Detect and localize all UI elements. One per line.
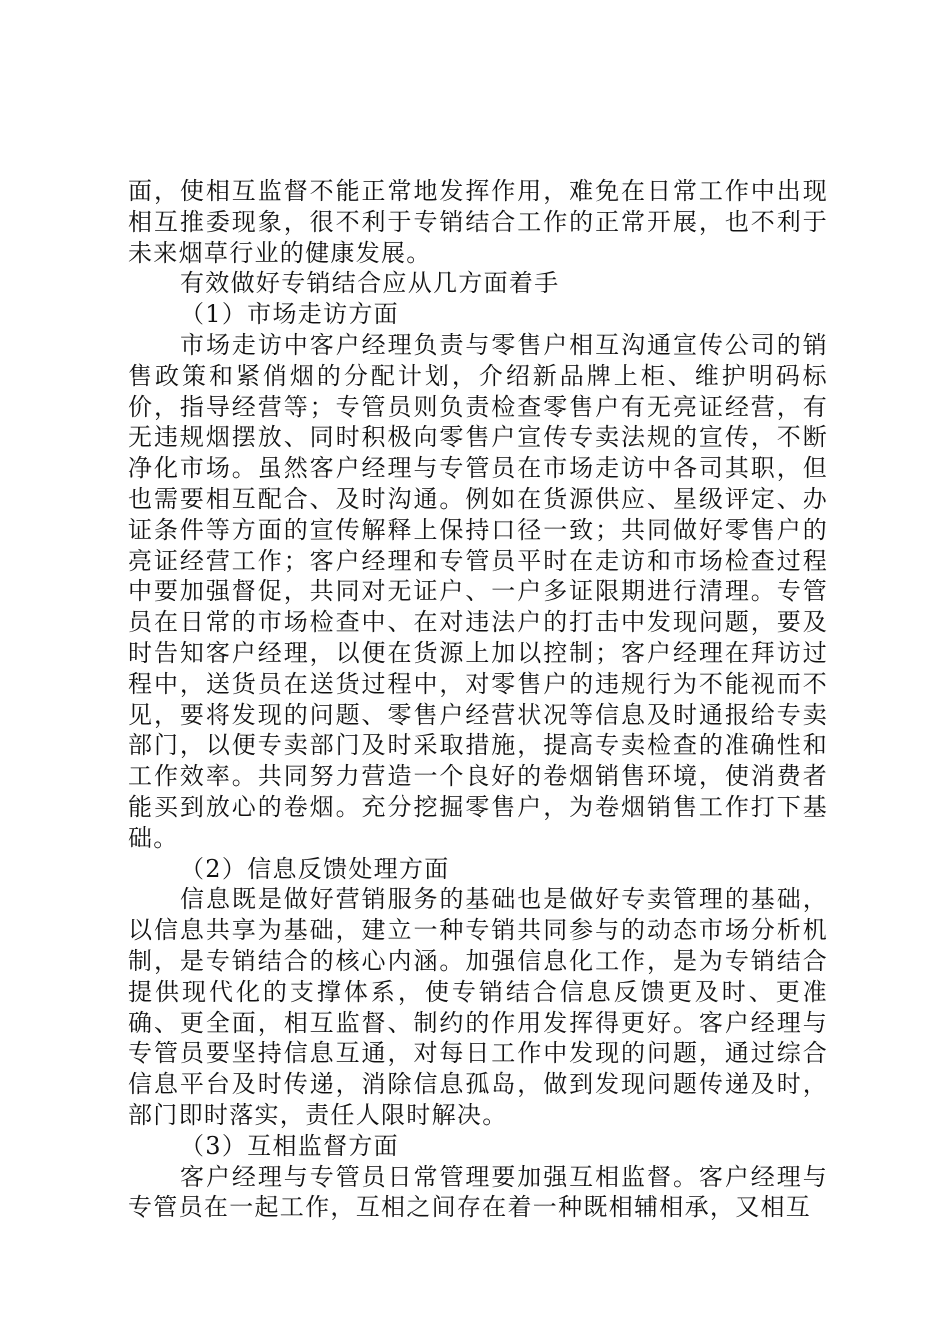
section-heading-main: 有效做好专销结合应从几方面着手: [180, 269, 560, 298]
section-heading-market-visit: （1）市场走访方面: [180, 300, 399, 329]
section-heading-mutual-supervision: （3）互相监督方面: [180, 1131, 399, 1160]
paragraph-info-feedback: 信息既是做好营销服务的基础也是做好专卖管理的基础，以信息共享为基础，建立一种专销共同参与的动态市场分析机制，是专销结合的核心内涵。加强信息化工作，是为专销结合提供现代化的支撑体系，使专销结合信息反馈更及时、更准确、更全面，相互监督、制约的作用发挥得更好。客户经理与专管员要坚持信息互通，对每日工作中发现的问题，通过综合信息平台及时传递，消除信息孤岛，做到发现问题传递及时，部门即时落实，责任人限时解决。: [128, 885, 828, 1129]
section-heading-info-feedback: （2）信息反馈处理方面: [180, 854, 450, 883]
paragraph-continuation: 面，使相互监督不能正常地发挥作用，难免在日常工作中出现相互推委现象，很不利于专销结合工作的正常开展，也不利于未来烟草行业的健康发展。: [128, 177, 828, 267]
document-body: [128, 176, 828, 1223]
paragraph-mutual-supervision: 客户经理与专管员日常管理要加强互相监督。客户经理与专管员在一起工作，互相之间存在着一种既相辅相承，又相互: [128, 1162, 828, 1222]
paragraph-market-visit: 市场走访中客户经理负责与零售户相互沟通宣传公司的销售政策和紧俏烟的分配计划，介绍新品牌上柜、维护明码标价，指导经营等；专管员则负责检查零售户有无亮证经营，有无违规烟摆放、同时积极向零售户宣传专卖法规的宣传，不断净化市场。虽然客户经理与专管员在市场走访中各司其职，但也需要相互配合、及时沟通。例如在货源供应、星级评定、办证条件等方面的宣传解释上保持口径一致；共同做好零售户的亮证经营工作；客户经理和专管员平时在走访和市场检查过程中要加强督促，共同对无证户、一户多证限期进行清理。专管员在日常的市场检查中、在对违法户的打击中发现问题，要及时告知客户经理，以便在货源上加以控制；客户经理在拜访过程中，送货员在送货过程中，对零售户的违规行为不能视而不见，要将发现的问题、零售户经营状况等信息及时通报给专卖部门，以便专卖部门及时采取措施，提高专卖检查的准确性和工作效率。共同努力营造一个良好的卷烟销售环境，使消费者能买到放心的卷烟。充分挖掘零售户，为卷烟销售工作打下基础。: [128, 330, 828, 852]
